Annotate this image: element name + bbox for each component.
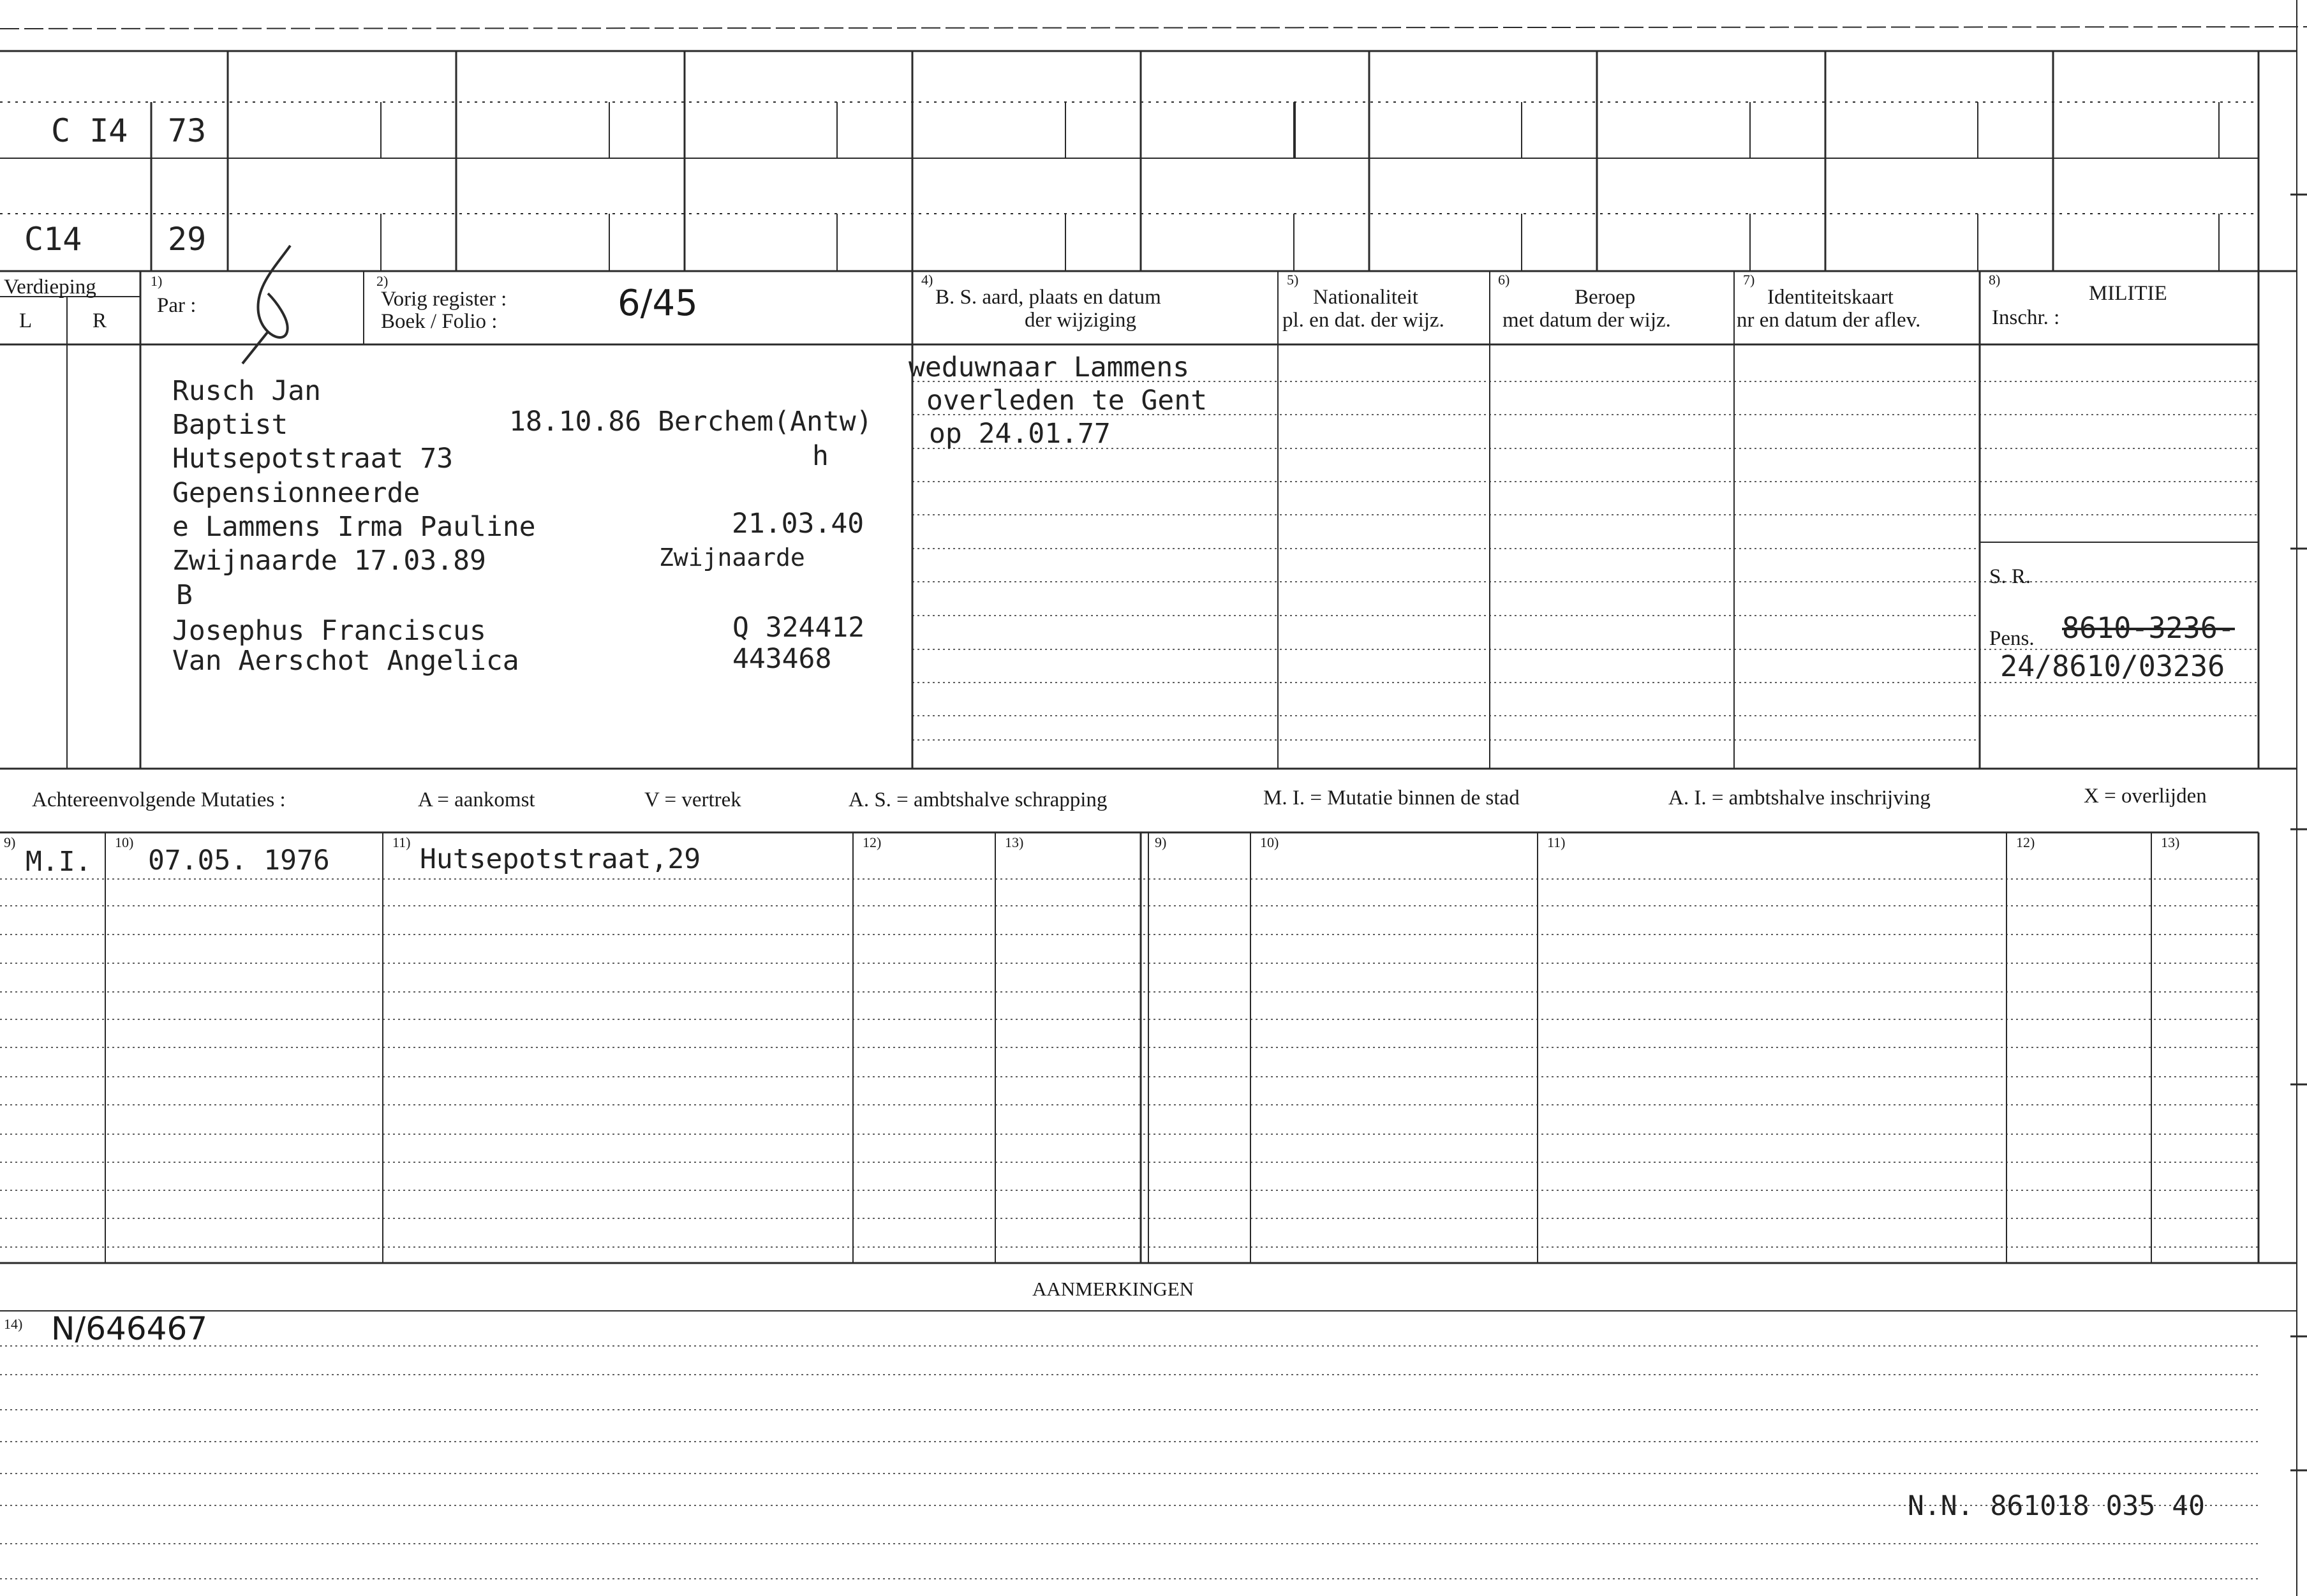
father-name: Josephus Franciscus xyxy=(172,615,486,647)
col-10b-number: 10) xyxy=(1260,834,1279,850)
id-label-2: nr en datum der aflev. xyxy=(1737,309,1921,332)
top-number-1: 73 xyxy=(168,112,207,149)
col-13-number: 13) xyxy=(1005,834,1024,850)
nat-label-1: Nationaliteit xyxy=(1313,286,1418,309)
sr-label: S. R. xyxy=(1989,565,2031,588)
bs-note-3: op 24.01.77 xyxy=(929,418,1111,450)
mutations-legend-title: Achtereenvolgende Mutaties : xyxy=(32,788,286,811)
pension-new-number: 24/8610/03236 xyxy=(2000,649,2225,683)
spouse-birth-place: Zwijnaarde xyxy=(659,543,805,572)
col-13b-number: 13) xyxy=(2161,834,2180,850)
top-number-2: 29 xyxy=(168,221,207,258)
inschr-label: Inschr. : xyxy=(1992,306,2060,329)
col-12-number: 12) xyxy=(863,834,882,850)
address: Hutsepotstraat 73 xyxy=(172,443,454,475)
bs-note-2: overleden te Gent xyxy=(926,385,1208,417)
id-number: 7) xyxy=(1743,272,1755,288)
militie-label: MILITIE xyxy=(2089,282,2167,305)
par-number: 1) xyxy=(151,273,163,289)
pens-label: Pens. xyxy=(1989,627,2035,650)
par-label: Par : xyxy=(157,294,197,317)
bs-label-2: der wijziging xyxy=(1025,309,1137,332)
militie-number: 8) xyxy=(1989,272,2001,288)
mutation-address: Hutsepotstraat,29 xyxy=(420,843,701,875)
spouse-name: e Lammens Irma Pauline xyxy=(172,511,536,543)
national-number: N.N. 861018 035 40 xyxy=(1908,1490,2205,1522)
handwritten-mark-icon xyxy=(242,246,290,364)
vorig-register-label: Vorig register : xyxy=(381,288,507,311)
nat-number: 5) xyxy=(1287,272,1299,288)
col-r-label: R xyxy=(93,309,107,332)
remarks-title: AANMERKINGEN xyxy=(1032,1278,1194,1300)
col-11-number: 11) xyxy=(392,834,411,850)
pension-old-number: 8610-3236- xyxy=(2062,611,2235,645)
legend-death: X = overlijden xyxy=(2084,785,2207,808)
top-code-2: C14 xyxy=(24,221,82,258)
col-12b-number: 12) xyxy=(2016,834,2035,850)
beroep-label-1: Beroep xyxy=(1575,286,1636,309)
marriage-place-date: Zwijnaarde 17.03.89 xyxy=(172,545,486,577)
vorig-number: 2) xyxy=(376,273,389,289)
status-b: B xyxy=(176,579,193,611)
reference-q: Q 324412 xyxy=(732,612,865,644)
beroep-number: 6) xyxy=(1498,272,1510,288)
nat-label-2: pl. en dat. der wijz. xyxy=(1282,309,1444,332)
remarks-number: 14) xyxy=(4,1316,23,1332)
col-9b-number: 9) xyxy=(1155,834,1167,850)
person-firstname: Baptist xyxy=(172,409,288,441)
legend-internal-move: M. I. = Mutatie binnen de stad xyxy=(1263,787,1520,809)
remarks-value: N/646467 xyxy=(51,1310,208,1347)
occupation: Gepensionneerde xyxy=(172,477,420,509)
birth-date-place: 18.10.86 Berchem(Antw) xyxy=(509,406,873,438)
legend-departure: V = vertrek xyxy=(644,788,741,811)
legend-official-registration: A. I. = ambtshalve inschrijving xyxy=(1668,787,1931,809)
col-11b-number: 11) xyxy=(1547,834,1566,850)
mutation-type: M.I. xyxy=(26,846,92,878)
legend-official-removal: A. S. = ambtshalve schrapping xyxy=(849,788,1108,811)
col-10-number: 10) xyxy=(115,834,134,850)
bs-label-1: B. S. aard, plaats en datum xyxy=(935,286,1161,309)
legend-arrival: A = aankomst xyxy=(418,788,535,811)
bs-note-1: weduwnaar Lammens xyxy=(909,351,1190,383)
bs-number: 4) xyxy=(921,272,933,288)
boek-folio-label: Boek / Folio : xyxy=(381,310,498,333)
reference-number: 443468 xyxy=(732,643,832,675)
verdieping-label: Verdieping xyxy=(4,276,96,299)
spouse-birth-date: 21.03.40 xyxy=(732,508,864,540)
col-9-number: 9) xyxy=(4,834,16,850)
boek-folio-value: 6/45 xyxy=(618,283,698,324)
beroep-label-2: met datum der wijz. xyxy=(1502,309,1671,332)
id-label-1: Identiteitskaart xyxy=(1767,286,1894,309)
top-code-1: C I4 xyxy=(51,112,128,149)
address-mark: h xyxy=(812,440,829,472)
mutation-date: 07.05. 1976 xyxy=(148,845,330,876)
mother-name: Van Aerschot Angelica xyxy=(172,645,519,677)
person-name: Rusch Jan xyxy=(172,375,321,407)
col-l-label: L xyxy=(19,309,33,332)
